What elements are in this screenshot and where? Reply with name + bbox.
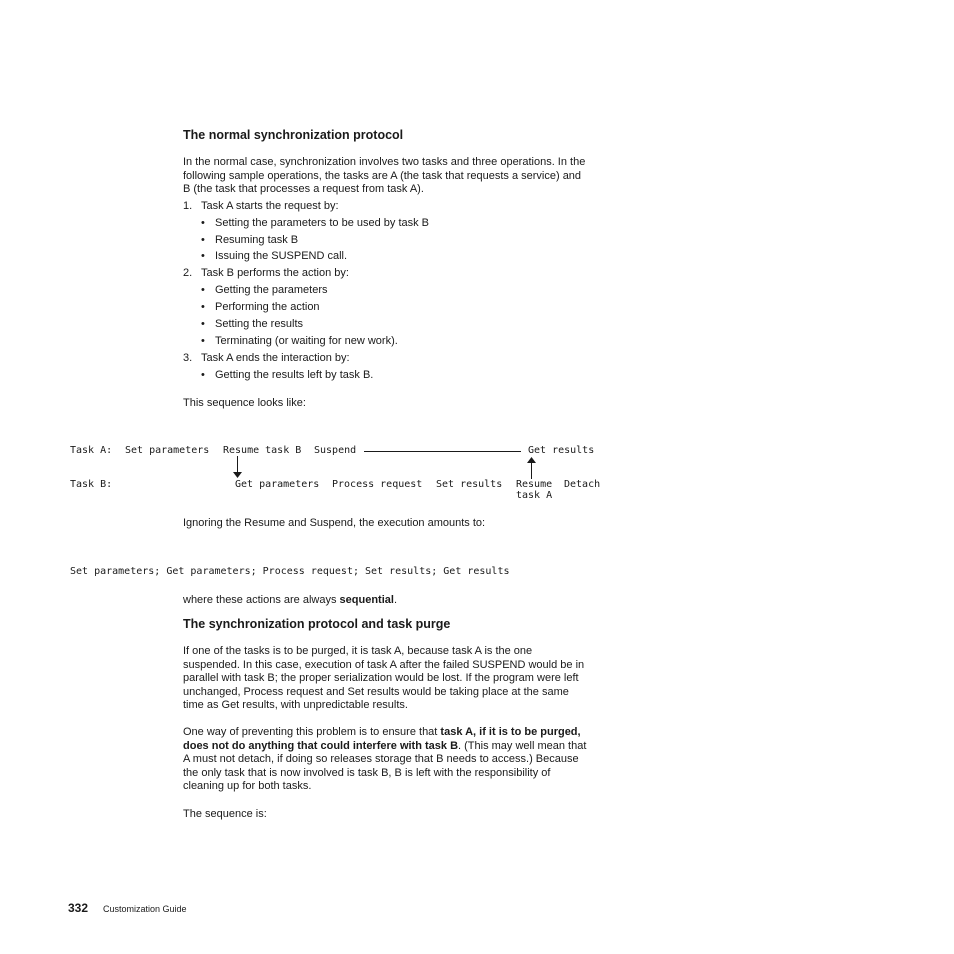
resume-task-b-label: Resume task B [223,445,302,456]
sequential-suffix: . [393,594,397,606]
detach-label: Detach [564,479,601,490]
resume-task-a-label-line2: task A [516,490,553,501]
paragraph-line: unchanged, Process request and Set results would be taking place at the same [183,685,569,698]
down-arrow-icon [233,472,242,478]
paragraph-line: cleaning up for both tasks. [183,780,312,793]
paragraph-line: A must not detach, if doing so releases storage that B needs to access.) Because [183,753,579,766]
paragraph-line: parallel with task B; the proper serialization would be lost. If the program were left [183,672,579,685]
set-results-label: Set results [436,479,503,490]
section-heading-normal-sync: The normal synchronization protocol [183,128,404,142]
paragraph-line: If one of the tasks is to be purged, it is task A, because task A is the one [183,645,533,657]
sequence-is-text: The sequence is: [183,808,267,820]
sequential-sentence [183,594,397,608]
sequential-bold: sequential [339,594,394,606]
sequence-intro: This sequence looks like: [183,397,306,409]
ignoring-text: Ignoring the Resume and Suspend, the execution amounts to: [183,517,486,529]
paragraph-line: suspended. In this case, execution of task A after the failed SUSPEND would be in [183,658,585,671]
paragraph-line: the only task that is now involved is task B, B is left with the responsibility of [183,766,551,779]
intro-line: In the normal case, synchronization involves two tasks and three operations. In the [183,156,586,168]
step-number: 1. [183,200,193,212]
paragraph-line: does not do anything that could interfere with task B. (This may well mean that [183,739,587,752]
resume-task-a-label: Resume [516,479,553,490]
get-parameters-label: Get parameters [235,479,320,490]
paragraph-line: time as Get results, with unpredictable results. [183,699,408,712]
book-title: Customization Guide [103,904,187,914]
suspend-label: Suspend [314,445,357,456]
step-text: Task A ends the interaction by: [201,352,350,364]
get-results-label: Get results [528,445,595,456]
step-text: Task A starts the request by: [201,200,339,212]
sequential-prefix: where these actions are always [183,594,340,606]
step-number: 2. [183,267,193,279]
section-heading-task-purge: The synchronization protocol and task purge [183,617,451,631]
step-number: 3. [183,352,193,364]
execution-line: Set parameters; Get parameters; Process request; Set results; Get results [70,566,510,577]
intro-line: B (the task that processes a request from task A). [183,183,424,196]
paragraph-line: One way of preventing this problem is to ensure that task A, if it is to be purged, [183,726,581,738]
resume-a-arrow-line [531,462,532,479]
set-parameters-label: Set parameters [125,445,210,456]
process-request-label: Process request [332,479,423,490]
task-b-label: Task B: [70,479,113,490]
step-text: Task B performs the action by: [201,267,349,279]
page-number: 332 [68,901,89,915]
wait-line [364,451,521,452]
intro-line: following sample operations, the tasks are A (the task that requests a service) and [183,169,582,182]
task-a-label: Task A: [70,445,113,456]
